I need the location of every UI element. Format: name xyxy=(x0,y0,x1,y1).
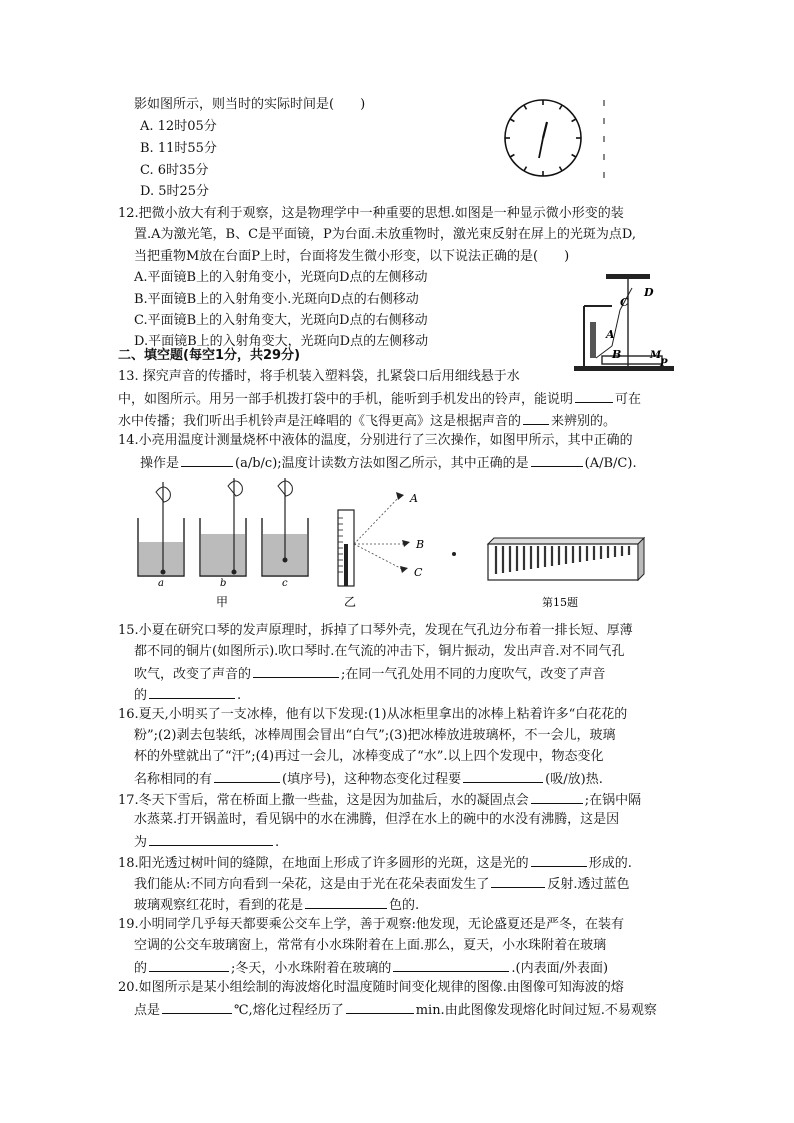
q15-blank-1[interactable] xyxy=(253,664,339,678)
q14-line2: 操作是 (a/b/c);温度计读数方法如图乙所示，其中正确的是 (A/B/C). xyxy=(140,453,637,473)
q12-option-c: C.平面镜B上的入射角变大，光斑向D点的右侧移动 xyxy=(134,313,428,328)
q18-line3: 玻璃观察红花时，看到的花是 色的. xyxy=(134,895,419,915)
q19-line1: 19.小明同学几乎每天都要乘公交车上学，善于观察:他发现，无论盛夏还是严冬，在装有 xyxy=(118,917,625,932)
q14-blank-1[interactable] xyxy=(181,453,233,467)
q13-blank-1[interactable] xyxy=(575,389,613,403)
label-P: P xyxy=(660,358,668,369)
q18-blank-3[interactable] xyxy=(305,895,387,909)
q11-option-a: A. 12时05分 xyxy=(140,119,217,134)
thermometer-reading xyxy=(338,492,410,586)
q15-blank-2[interactable] xyxy=(149,685,235,699)
section-title: 二、填空题(每空1分，共29分) xyxy=(118,348,301,363)
fig-jia-label: 甲 xyxy=(216,595,229,609)
q12-option-b: B.平面镜B上的入射角变小.光斑向D点的右侧移动 xyxy=(134,292,419,307)
q19-line3: 的 ;冬天，小水珠附着在玻璃的 .(内表面/外表面) xyxy=(134,958,608,978)
q14-blank-2[interactable] xyxy=(531,453,583,467)
eye-label-a: A xyxy=(410,492,418,505)
q19-line2: 空调的公交车玻璃窗上，常常有小水珠附着在上面.那么，夏天，小水珠附着在玻璃 xyxy=(134,938,607,953)
q18-line1: 18.阳光透过树叶间的缝隙，在地面上形成了许多圆形的光斑，这是光的 形成的. xyxy=(118,853,632,873)
q14-line1: 14.小亮用温度计测量烧杯中液体的温度，分别进行了三次操作，如图甲所示，其中正确的 xyxy=(118,433,633,448)
q11-stem: 影如图所示，则当时的实际时间是( ) xyxy=(134,97,366,112)
q17-blank-2[interactable] xyxy=(149,832,273,846)
q15-line2: 都不同的铜片(如图所示).吹口琴时.在气流的冲击下，铜片振动，发出声音.对不同气孔 xyxy=(134,644,625,659)
q16-line2: 粉”;(2)剥去包装纸，冰棒周围会冒出“白气”;(3)把冰棒放进玻璃杯，不一会儿，玻璃 xyxy=(134,728,616,743)
q15-line4: 的 . xyxy=(134,685,241,705)
q13-line1: 13. 探究声音的传播时，将手机装入塑料袋，扎紧袋口后用细线悬于水 xyxy=(118,369,520,384)
laser-apparatus-figure xyxy=(572,266,684,376)
q17-line3: 为 . xyxy=(134,832,279,852)
label-B: B xyxy=(612,348,622,361)
q11-option-d: D. 5时25分 xyxy=(140,184,210,199)
q20-blank-1[interactable] xyxy=(162,1000,232,1014)
clock-hour-hand xyxy=(543,122,547,138)
q12-line1: 12.把微小放大有利于观察，这是物理学中一种重要的思想.如图是一种显示微小形变的装 xyxy=(118,206,624,221)
q15-line1: 15.小夏在研究口琴的发声原理时，拆掉了口琴外壳，发现在气孔边分布着一排长短、厚薄 xyxy=(118,623,633,638)
label-C: C xyxy=(620,296,629,309)
q11-option-c: C. 6时35分 xyxy=(140,163,209,178)
clock-minute-hand xyxy=(539,138,543,158)
beaker-b xyxy=(200,478,246,576)
label-D: D xyxy=(644,286,654,299)
q12-line3: 当把重物M放在台面P上时，台面将发生微小形变，以下说法正确的是( ) xyxy=(134,249,570,264)
q15-line3: 吹气，改变了声音的 ;在同一气孔处用不同的力度吹气，改变了声音 xyxy=(134,664,605,684)
q17-blank-1[interactable] xyxy=(531,790,583,804)
thermometer-figures xyxy=(128,474,668,614)
harmonica-reeds xyxy=(488,538,644,580)
beaker-label-b: b xyxy=(220,578,227,589)
q16-blank-1[interactable] xyxy=(214,769,280,783)
q17-line2: 水蒸菜.打开锅盖时，看见锅中的水在沸腾，但浮在水上的碗中的水没有沸腾，这是因 xyxy=(134,812,620,827)
q20-blank-2[interactable] xyxy=(346,1000,414,1014)
q12-option-a: A.平面镜B上的入射角变小，光斑向D点的左侧移动 xyxy=(134,270,428,285)
q19-blank-1[interactable] xyxy=(149,958,229,972)
beaker-label-a: a xyxy=(158,578,164,589)
q18-line2: 我们能从:不同方向看到一朵花，这是由于光在花朵表面发生了 反射.透过蓝色 xyxy=(134,874,630,894)
beaker-c xyxy=(262,478,308,576)
q18-blank-2[interactable] xyxy=(491,874,545,888)
beaker-label-c: c xyxy=(282,578,288,589)
q11-option-b: B. 11时55分 xyxy=(140,141,217,156)
q13-line2: 中，如图所示。用另一部手机拨打袋中的手机，能听到手机发出的铃声，能说明 可在 xyxy=(118,389,641,409)
q19-blank-2[interactable] xyxy=(393,958,509,972)
q13-blank-2[interactable] xyxy=(523,411,549,425)
label-M: M xyxy=(650,350,662,361)
label-A: A xyxy=(606,328,615,341)
q20-line2: 点是 ℃,熔化过程经历了 min.由此图像发现熔化时间过短.不易观察 xyxy=(134,1000,657,1020)
q17-line1: 17.冬天下雪后，常在桥面上撒一些盐，这是因为加盐后，水的凝固点会 ;在锅中隔 xyxy=(118,790,641,810)
fig-q15-caption: 第15题 xyxy=(542,596,578,609)
beaker-a xyxy=(138,482,184,576)
q16-blank-2[interactable] xyxy=(463,769,543,783)
q12-line2: 置.A为激光笔，B、C是平面镜，P为台面.未放重物时，激光束反射在屏上的光斑为点D, xyxy=(134,227,636,242)
q16-line4: 名称相同的有 (填序号)，这种物态变化过程要 (吸/放)热. xyxy=(134,769,603,789)
q12-option-d: D.平面镜B上的入射角变大，光斑向D点的左侧移动 xyxy=(134,334,429,349)
q20-line1: 20.如图所示是某小组绘制的海波熔化时温度随时间变化规律的图像.由图像可知海波的熔 xyxy=(118,980,624,995)
eye-label-b: B xyxy=(416,538,425,551)
clock-figure xyxy=(500,94,610,184)
q16-line3: 杯的外壁就出了“汗”;(4)再过一会儿，冰棒变成了“水”.以上四个发现中，物态变化 xyxy=(134,749,604,764)
q16-line1: 16.夏天,小明买了一支冰棒，他有以下发现:(1)从冰柜里拿出的冰棒上粘着许多“白花花的 xyxy=(118,707,628,722)
q13-line3: 水中传播；我们听出手机铃声是汪峰唱的《飞得更高》这是根据声音的 来辨别的。 xyxy=(118,411,616,431)
fig-yi-label: 乙 xyxy=(344,595,357,609)
eye-label-c: C xyxy=(414,566,423,579)
q18-blank-1[interactable] xyxy=(531,853,587,867)
